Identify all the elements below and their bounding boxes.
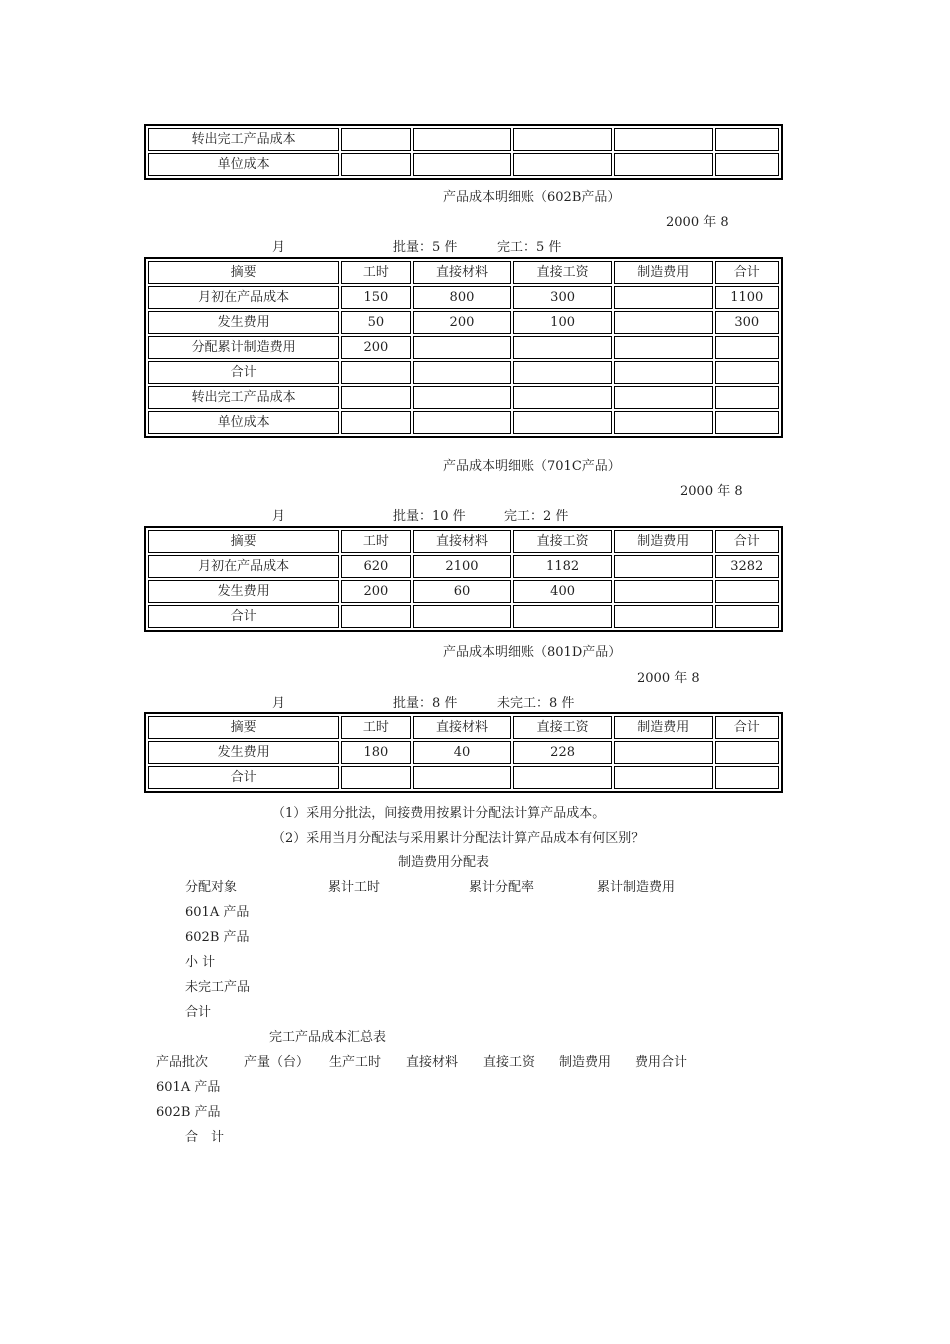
table-cell: [715, 336, 779, 359]
table-cell: [715, 766, 779, 789]
table-cell: [614, 605, 713, 628]
table-cell: [341, 766, 410, 789]
summary-header: 产量（台）: [244, 1055, 310, 1070]
summary-header: 直接材料: [406, 1055, 459, 1070]
column-header: 直接材料: [413, 530, 512, 553]
section-title-701c: 产品成本明细账（701C产品）: [443, 459, 621, 474]
table-cell: [513, 605, 612, 628]
column-header: 摘要: [148, 716, 339, 739]
column-header: 直接工资: [513, 716, 612, 739]
table-cell: 合计: [148, 605, 339, 628]
table-cell: [341, 411, 410, 434]
section-title-801d: 产品成本明细账（801D产品）: [443, 645, 622, 660]
table-cell: 40: [413, 741, 512, 764]
table-row: [148, 386, 779, 409]
ledger-table-continued: [144, 124, 783, 180]
column-header: 摘要: [148, 530, 339, 553]
section-status-701c: 完工：2 件: [504, 509, 569, 524]
table-row: [148, 286, 779, 309]
table-row: [148, 766, 779, 789]
column-header: 制造费用: [614, 261, 713, 284]
table-cell: 200: [413, 311, 512, 334]
table-cell: [341, 361, 410, 384]
table-cell: [715, 128, 779, 151]
table-cell: 200: [341, 336, 410, 359]
alloc-row-label: 602B 产品: [185, 930, 250, 945]
column-header: 制造费用: [614, 716, 713, 739]
table-cell: 转出完工产品成本: [148, 128, 339, 151]
table-cell: 月初在产品成本: [148, 286, 339, 309]
section-year-801d: 2000 年 8: [637, 671, 700, 686]
column-header: 直接材料: [413, 716, 512, 739]
table-cell: [413, 128, 512, 151]
table-cell: [413, 336, 512, 359]
column-header: 直接工资: [513, 530, 612, 553]
alloc-header-overhead: 累计制造费用: [597, 880, 676, 895]
table-cell: [614, 361, 713, 384]
section-title-602b: 产品成本明细账（602B产品）: [443, 190, 621, 205]
section-batch-801d: 批量：8 件: [393, 696, 458, 711]
alloc-row-label: 601A 产品: [185, 905, 250, 920]
table-cell: [614, 741, 713, 764]
table-cell: [715, 361, 779, 384]
table-cell: [413, 153, 512, 176]
table-cell: [413, 766, 512, 789]
summary-row-label: 合 计: [185, 1130, 225, 1145]
table-row: [148, 555, 779, 578]
table-cell: [715, 605, 779, 628]
alloc-row-label: 未完工产品: [185, 980, 251, 995]
section-year-602b: 2000 年 8: [666, 215, 729, 230]
table-cell: 1182: [513, 555, 612, 578]
column-header: 直接工资: [513, 261, 612, 284]
summary-header: 费用合计: [635, 1055, 688, 1070]
column-header: 工时: [341, 261, 410, 284]
summary-title: 完工产品成本汇总表: [269, 1030, 387, 1045]
section-month-701c: 月: [272, 509, 286, 524]
column-header: 摘要: [148, 261, 339, 284]
section-month-801d: 月: [272, 696, 286, 711]
table-cell: 发生费用: [148, 311, 339, 334]
table-cell: 发生费用: [148, 580, 339, 603]
table-cell: 180: [341, 741, 410, 764]
table-cell: [413, 605, 512, 628]
table-cell: [513, 153, 612, 176]
summary-row-label: 601A 产品: [156, 1080, 221, 1095]
ledger-table-801d: [144, 712, 783, 793]
table-header-row: [148, 261, 779, 284]
table-cell: 月初在产品成本: [148, 555, 339, 578]
table-cell: 单位成本: [148, 153, 339, 176]
question-2: （2）采用当月分配法与采用累计分配法计算产品成本有何区别？: [272, 831, 645, 846]
table-cell: 3282: [715, 555, 779, 578]
table-cell: 228: [513, 741, 612, 764]
summary-header: 产品批次: [156, 1055, 209, 1070]
section-month-602b: 月: [272, 240, 286, 255]
table-cell: [341, 153, 410, 176]
table-cell: [614, 336, 713, 359]
table-cell: [614, 411, 713, 434]
alloc-header-hours: 累计工时: [328, 880, 381, 895]
table-cell: [715, 153, 779, 176]
table-cell: 620: [341, 555, 410, 578]
table-cell: 300: [715, 311, 779, 334]
column-header: 直接材料: [413, 261, 512, 284]
table-cell: [614, 311, 713, 334]
table-cell: [715, 386, 779, 409]
table-row: [148, 605, 779, 628]
column-header: 工时: [341, 716, 410, 739]
table-cell: 发生费用: [148, 741, 339, 764]
table-cell: 单位成本: [148, 411, 339, 434]
column-header: 合计: [715, 530, 779, 553]
table-cell: [513, 766, 612, 789]
table-cell: [341, 128, 410, 151]
column-header: 合计: [715, 716, 779, 739]
table-cell: 分配累计制造费用: [148, 336, 339, 359]
table-row: [148, 311, 779, 334]
table-cell: [341, 605, 410, 628]
table-cell: 1100: [715, 286, 779, 309]
table-cell: 150: [341, 286, 410, 309]
table-cell: 50: [341, 311, 410, 334]
table-row: [148, 336, 779, 359]
table-cell: [715, 741, 779, 764]
table-cell: 合计: [148, 766, 339, 789]
summary-header: 生产工时: [329, 1055, 382, 1070]
ledger-table-701c: [144, 526, 783, 632]
table-row: [148, 411, 779, 434]
alloc-title: 制造费用分配表: [398, 855, 490, 870]
table-header-row: [148, 530, 779, 553]
table-cell: [513, 361, 612, 384]
alloc-row-label: 小 计: [185, 955, 216, 970]
table-cell: [715, 580, 779, 603]
alloc-row-label: 合计: [185, 1005, 212, 1020]
table-cell: 合计: [148, 361, 339, 384]
column-header: 工时: [341, 530, 410, 553]
table-cell: [614, 128, 713, 151]
table-cell: [513, 386, 612, 409]
table-row: [148, 153, 779, 176]
table-row: [148, 741, 779, 764]
table-cell: [614, 580, 713, 603]
table-row: [148, 580, 779, 603]
table-cell: 60: [413, 580, 512, 603]
section-status-602b: 完工：5 件: [497, 240, 562, 255]
table-cell: [413, 386, 512, 409]
summary-header: 制造费用: [559, 1055, 612, 1070]
table-cell: [614, 286, 713, 309]
table-row: [148, 128, 779, 151]
section-year-701c: 2000 年 8: [680, 484, 743, 499]
summary-header: 直接工资: [483, 1055, 536, 1070]
table-header-row: [148, 716, 779, 739]
table-cell: [614, 153, 713, 176]
table-cell: 200: [341, 580, 410, 603]
table-cell: 转出完工产品成本: [148, 386, 339, 409]
table-cell: 2100: [413, 555, 512, 578]
table-cell: [413, 361, 512, 384]
question-1: （1）采用分批法，间接费用按累计分配法计算产品成本。: [272, 806, 606, 821]
table-row: [148, 361, 779, 384]
table-cell: [614, 386, 713, 409]
ledger-table-602b: [144, 257, 783, 438]
table-cell: [513, 336, 612, 359]
alloc-header-target: 分配对象: [185, 880, 238, 895]
table-cell: 800: [413, 286, 512, 309]
column-header: 制造费用: [614, 530, 713, 553]
table-cell: [341, 386, 410, 409]
table-cell: [715, 411, 779, 434]
table-cell: 100: [513, 311, 612, 334]
column-header: 合计: [715, 261, 779, 284]
alloc-header-rate: 累计分配率: [469, 880, 535, 895]
table-cell: 400: [513, 580, 612, 603]
table-cell: [513, 411, 612, 434]
section-batch-602b: 批量：5 件: [393, 240, 458, 255]
table-cell: [413, 411, 512, 434]
table-cell: [513, 128, 612, 151]
table-cell: [614, 555, 713, 578]
summary-row-label: 602B 产品: [156, 1105, 221, 1120]
table-cell: [614, 766, 713, 789]
section-batch-701c: 批量：10 件: [393, 509, 466, 524]
table-cell: 300: [513, 286, 612, 309]
section-status-801d: 未完工：8 件: [497, 696, 575, 711]
